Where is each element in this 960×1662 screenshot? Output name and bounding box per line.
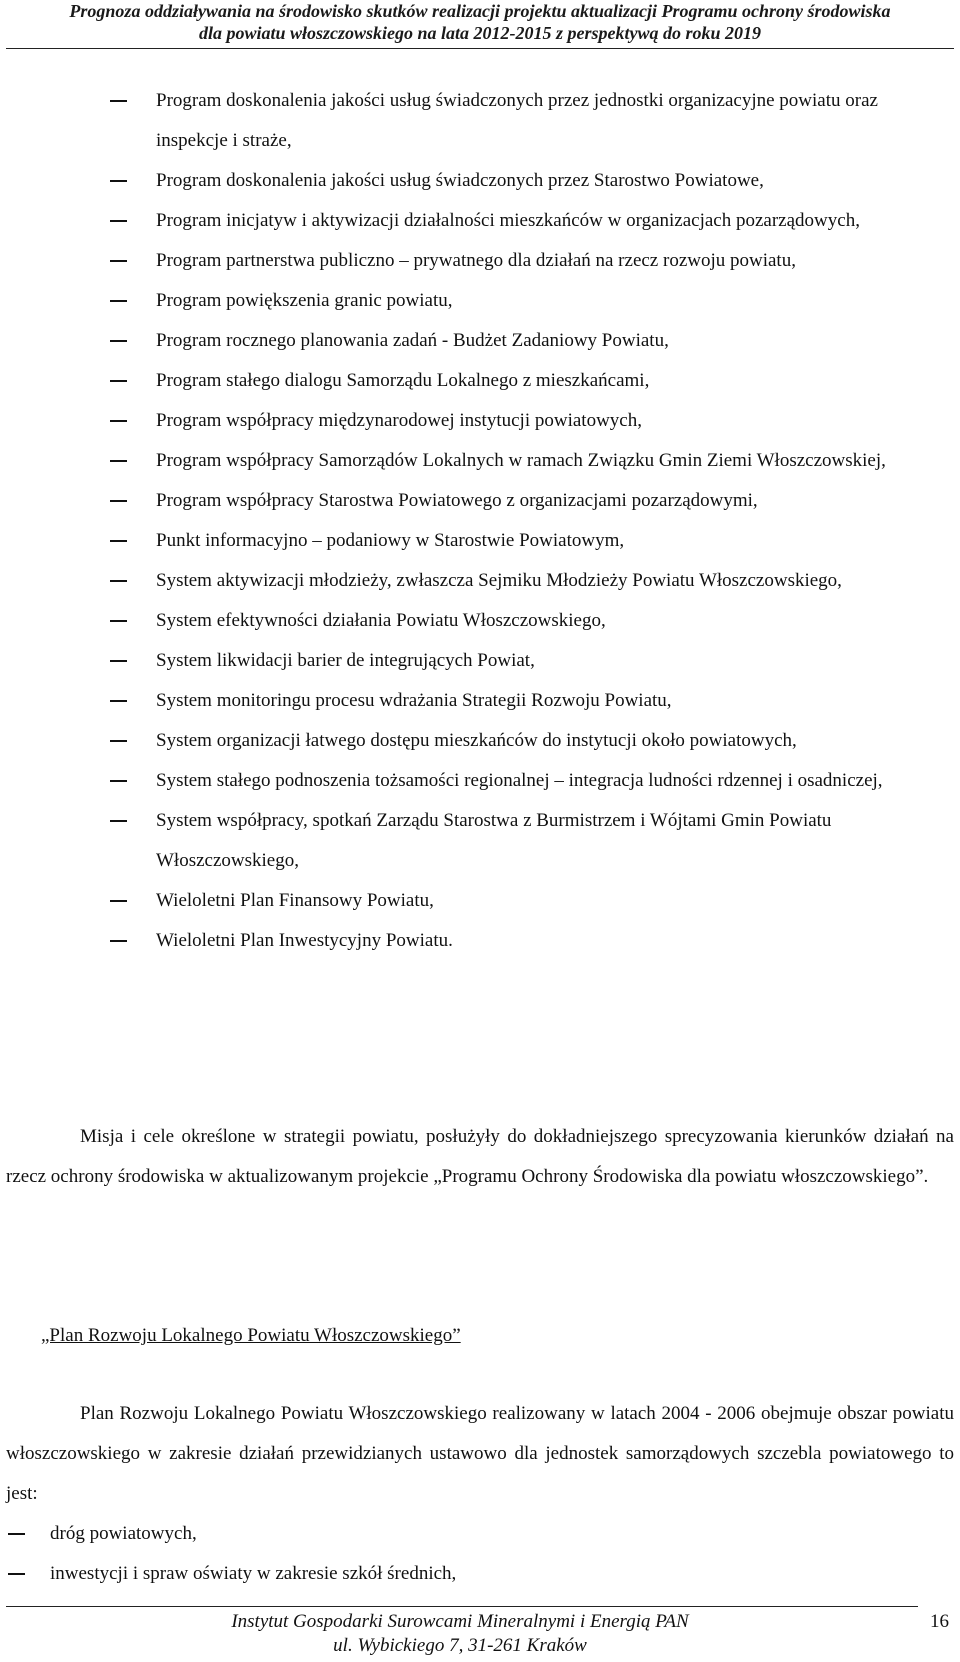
footer-line-1: Instytut Gospodarki Surowcami Mineralnymi i Energią PAN bbox=[231, 1611, 689, 1632]
dash-bullet-icon bbox=[110, 420, 127, 422]
header-line-1: Prognoza oddziaływania na środowisko skutków realizacji projektu aktualizacji Programu ochrony środowiska bbox=[69, 1, 891, 21]
list-item: Program inicjatyw i aktywizacji działalności mieszkańców w organizacjach pozarządowych, bbox=[0, 201, 960, 241]
list-item: System współpracy, spotkań Zarządu Starostwa z Burmistrzem i Wójtami Gmin Powiatu Włoszczowskiego, bbox=[0, 801, 960, 881]
list-item: Program rocznego planowania zadań - Budżet Zadaniowy Powiatu, bbox=[0, 321, 960, 361]
dash-bullet-icon bbox=[110, 660, 127, 662]
scope-list bbox=[0, 1514, 960, 1594]
dash-bullet-icon bbox=[110, 620, 127, 622]
list-item: System stałego podnoszenia tożsamości regionalnej – integracja ludności rdzennej i osadniczej, bbox=[0, 761, 960, 801]
dash-bullet-icon bbox=[110, 900, 127, 902]
list-item: Program doskonalenia jakości usług świadczonych przez jednostki organizacyjne powiatu oraz inspekcje i straże, bbox=[0, 81, 960, 161]
dash-bullet-icon bbox=[8, 1533, 25, 1535]
dash-bullet-icon bbox=[110, 580, 127, 582]
dash-bullet-icon bbox=[110, 260, 127, 262]
program-list bbox=[0, 81, 960, 961]
footer-line-2: ul. Wybickiego 7, 31-261 Kraków bbox=[333, 1635, 587, 1656]
dash-bullet-icon bbox=[110, 460, 127, 462]
header-line-2: dla powiatu włoszczowskiego na lata 2012-2015 z perspektywą do roku 2019 bbox=[198, 23, 762, 43]
list-item: System likwidacji barier de integrujących Powiat, bbox=[0, 641, 960, 681]
list-item: System efektywności działania Powiatu Włoszczowskiego, bbox=[0, 601, 960, 641]
dash-bullet-icon bbox=[110, 300, 127, 302]
dash-bullet-icon bbox=[110, 380, 127, 382]
list-item: Program współpracy Starostwa Powiatowego z organizacjami pozarządowymi, bbox=[0, 481, 960, 521]
list-item: System aktywizacji młodzieży, zwłaszcza Sejmiku Młodzieży Powiatu Włoszczowskiego, bbox=[0, 561, 960, 601]
dash-bullet-icon bbox=[110, 740, 127, 742]
page-number: 16 bbox=[930, 1611, 949, 1632]
list-item: System monitoringu procesu wdrażania Strategii Rozwoju Powiatu, bbox=[0, 681, 960, 721]
list-item: Wieloletni Plan Finansowy Powiatu, bbox=[0, 881, 960, 921]
list-item: Program partnerstwa publiczno – prywatnego dla działań na rzecz rozwoju powiatu, bbox=[0, 241, 960, 281]
header-divider bbox=[6, 48, 954, 49]
list-item: Program współpracy międzynarodowej instytucji powiatowych, bbox=[0, 401, 960, 441]
dash-bullet-icon bbox=[110, 940, 127, 942]
list-item: System organizacji łatwego dostępu mieszkańców do instytucji około powiatowych, bbox=[0, 721, 960, 761]
list-item: Program powiększenia granic powiatu, bbox=[0, 281, 960, 321]
dash-bullet-icon bbox=[8, 1573, 25, 1575]
plan-paragraph: Plan Rozwoju Lokalnego Powiatu Włoszczowskiego realizowany w latach 2004 - 2006 obejmuje obszar powiatu włoszczowskiego w zakresie działań przewidzianych ustawowo dla jednostek samorządowych szczebla powiatowego to jest: bbox=[6, 1403, 954, 1504]
dash-bullet-icon bbox=[110, 220, 127, 222]
section-title: „Plan Rozwoju Lokalnego Powiatu Włoszczowskiego” bbox=[41, 1325, 461, 1346]
page-footer bbox=[0, 1610, 920, 1658]
dash-bullet-icon bbox=[110, 540, 127, 542]
dash-bullet-icon bbox=[110, 700, 127, 702]
list-item: Program współpracy Samorządów Lokalnych w ramach Związku Gmin Ziemi Włoszczowskiej, bbox=[0, 441, 960, 481]
list-item: inwestycji i spraw oświaty w zakresie szkół średnich, bbox=[0, 1554, 960, 1594]
list-item: Wieloletni Plan Inwestycyjny Powiatu. bbox=[0, 921, 960, 961]
dash-bullet-icon bbox=[110, 100, 127, 102]
dash-bullet-icon bbox=[110, 180, 127, 182]
list-item: dróg powiatowych, bbox=[0, 1514, 960, 1554]
dash-bullet-icon bbox=[110, 820, 127, 822]
dash-bullet-icon bbox=[110, 780, 127, 782]
mission-paragraph: Misja i cele określone w strategii powiatu, posłużyły do dokładniejszego sprecyzowania kierunków działań na rzecz ochrony środowiska w aktualizowanym projekcie „Programu Ochrony Środowiska dla powiatu włoszczowskiego”. bbox=[6, 1126, 954, 1187]
dash-bullet-icon bbox=[110, 500, 127, 502]
dash-bullet-icon bbox=[110, 340, 127, 342]
list-item: Punkt informacyjno – podaniowy w Starostwie Powiatowym, bbox=[0, 521, 960, 561]
page-header bbox=[0, 0, 960, 44]
list-item: Program doskonalenia jakości usług świadczonych przez Starostwo Powiatowe, bbox=[0, 161, 960, 201]
list-item: Program stałego dialogu Samorządu Lokalnego z mieszkańcami, bbox=[0, 361, 960, 401]
footer-divider bbox=[6, 1606, 918, 1607]
